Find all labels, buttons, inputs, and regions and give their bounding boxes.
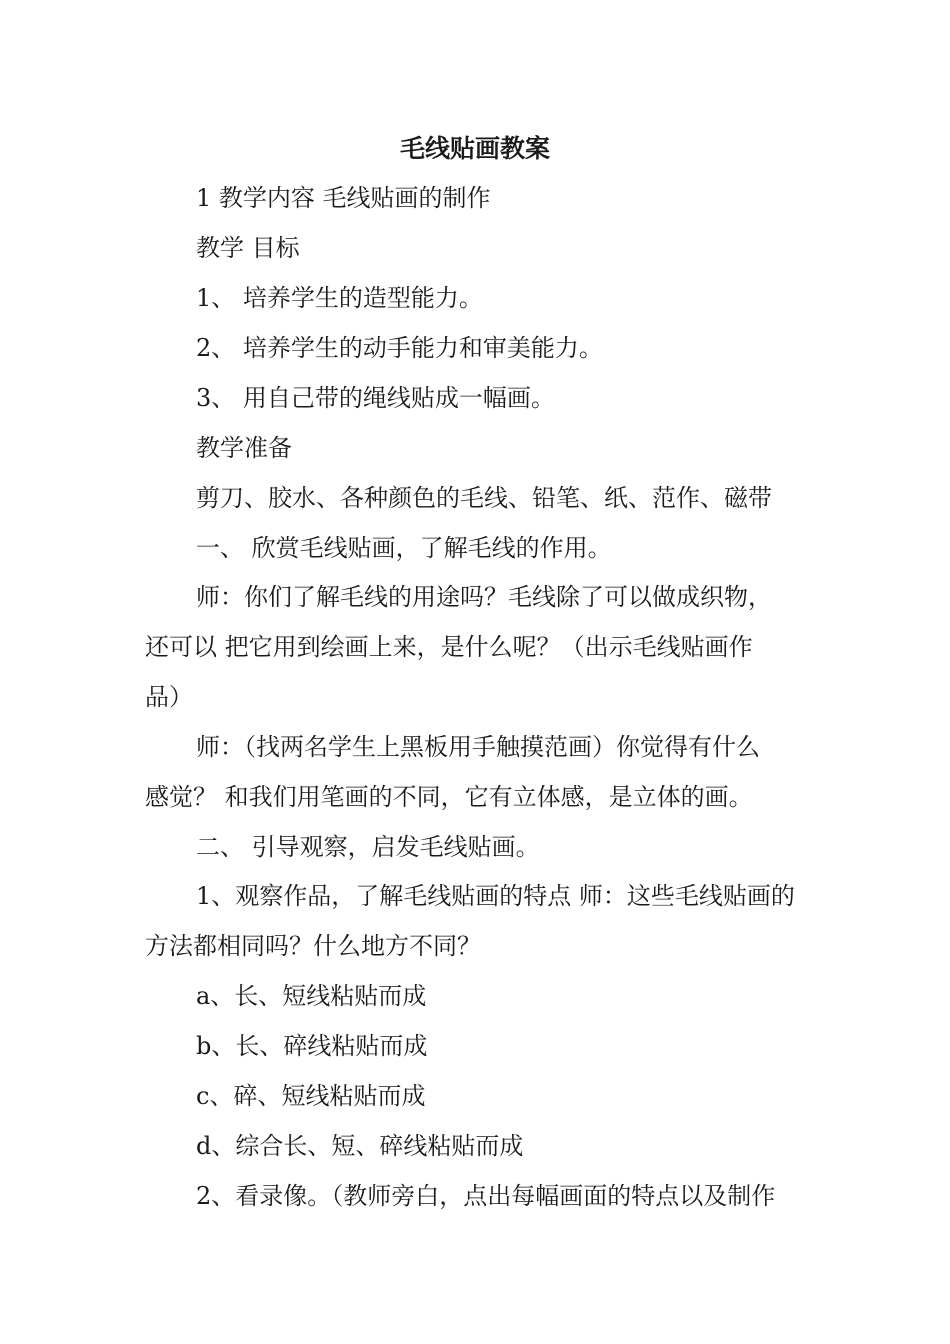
lesson-content-line: 1 教学内容 毛线贴画的制作	[196, 184, 491, 212]
objective-item-2: 2、 培养学生的动手能力和审美能力。	[196, 334, 603, 362]
preparation-heading: 教学准备	[196, 434, 292, 462]
section-one-heading: 一、 欣赏毛线贴画，了解毛线的作用。	[196, 534, 612, 562]
section-two-heading: 二、 引导观察，启发毛线贴画。	[196, 833, 540, 861]
document-title: 毛线贴画教案	[399, 134, 550, 163]
paragraph-line: 还可以 把它用到绘画上来，是什么呢？（出示毛线贴画作	[145, 633, 753, 661]
objective-item-1: 1、 培养学生的造型能力。	[196, 284, 483, 312]
paragraph-line: 1、观察作品，了解毛线贴画的特点 师：这些毛线贴画的	[196, 882, 795, 910]
list-item-a: a、长、短线粘贴而成	[196, 982, 427, 1010]
list-item-c: c、碎、短线粘贴而成	[196, 1082, 426, 1110]
objective-item-3: 3、 用自己带的绳线贴成一幅画。	[196, 384, 555, 412]
list-item-d: d、综合长、短、碎线粘贴而成	[196, 1132, 524, 1160]
paragraph-line: 感觉？ 和我们用笔画的不同，它有立体感，是立体的画。	[145, 783, 753, 811]
preparation-materials: 剪刀、胶水、各种颜色的毛线、铅笔、纸、范作、磁带	[196, 484, 772, 512]
objectives-heading: 教学 目标	[196, 234, 300, 262]
paragraph-line: 品）	[145, 683, 193, 711]
paragraph-line: 师：（找两名学生上黑板用手触摸范画）你觉得有什么	[196, 733, 760, 761]
paragraph-line: 师：你们了解毛线的用途吗？毛线除了可以做成织物，	[196, 583, 772, 611]
paragraph-line: 2、看录像。（教师旁白，点出每幅画面的特点以及制作	[196, 1182, 776, 1210]
list-item-b: b、长、碎线粘贴而成	[196, 1032, 428, 1060]
paragraph-line: 方法都相同吗？什么地方不同？	[145, 932, 481, 960]
